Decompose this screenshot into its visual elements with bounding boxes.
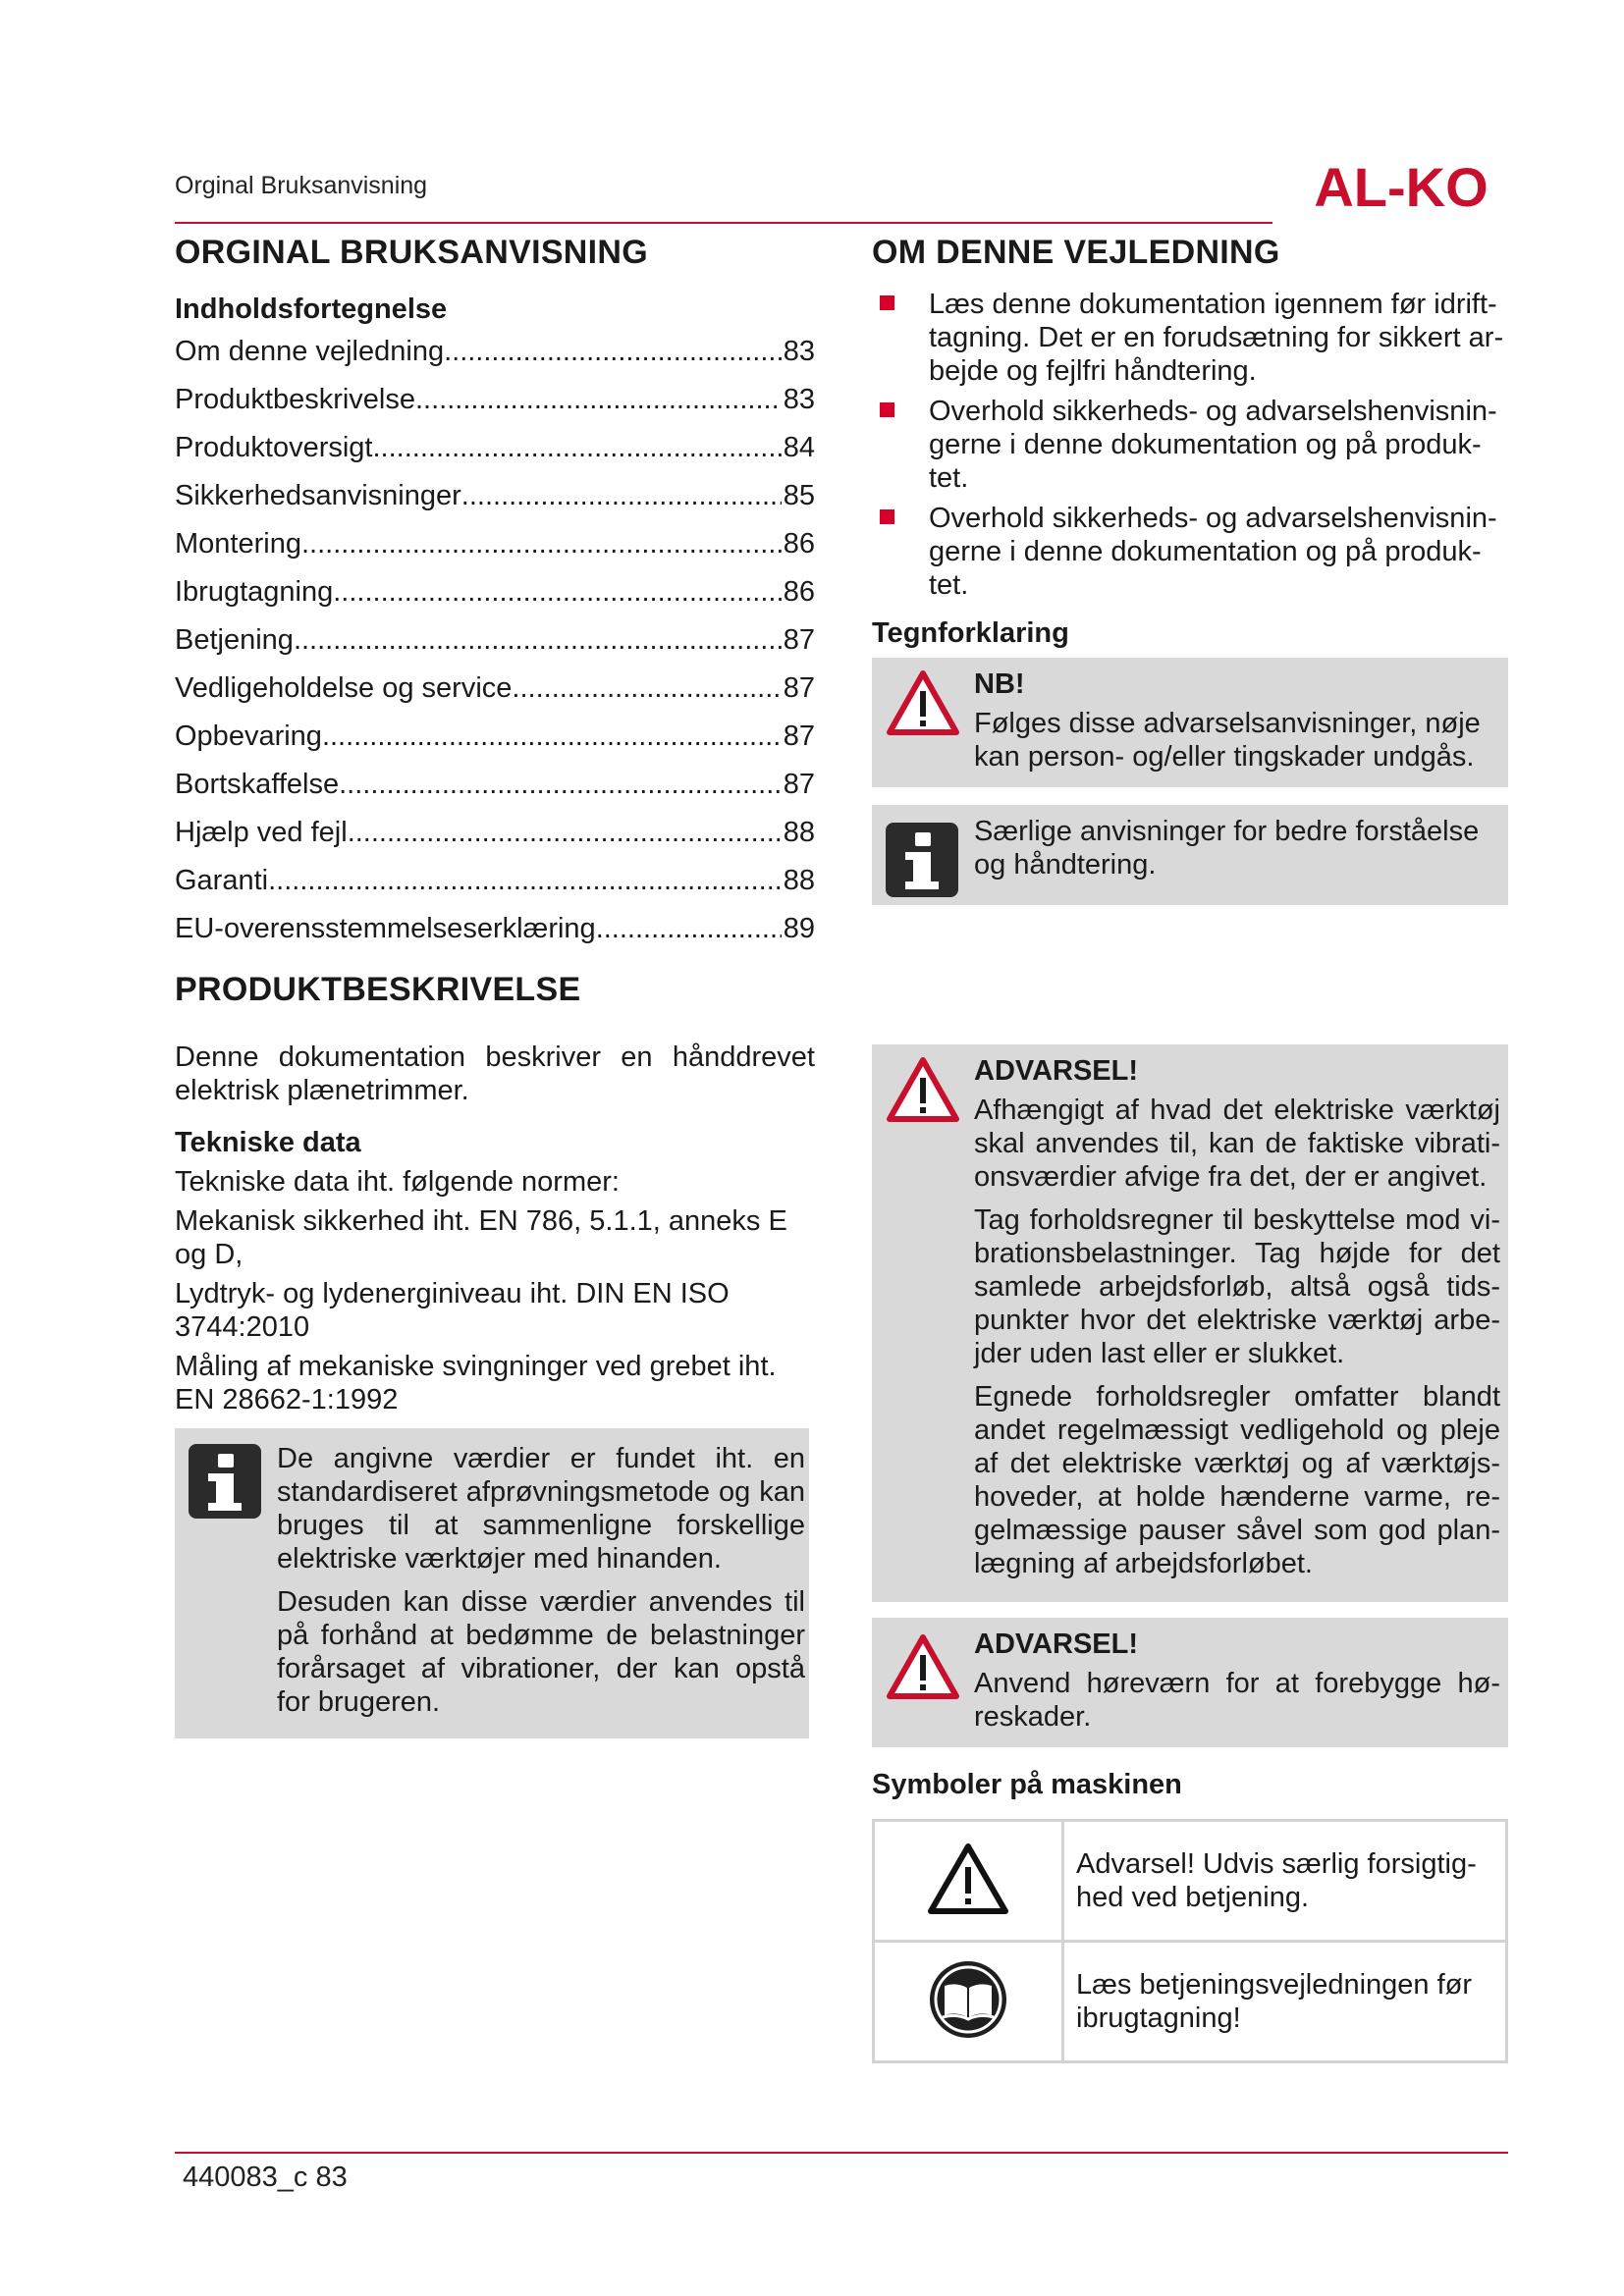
toc-page: 83 (783, 384, 815, 415)
toc-page: 89 (783, 913, 815, 944)
toc-page: 87 (783, 624, 815, 656)
warning-triangle-icon (886, 669, 960, 743)
toc-page: 87 (783, 672, 815, 704)
toc-leader (339, 768, 782, 801)
read-manual-icon (927, 1958, 1009, 2041)
bullet-item (872, 288, 1508, 388)
info-paragraph: De angivne værdier er fundet iht. en standardiseret afprøvningsmetode og kan bruges til at sammenligne forskellige elektriske værktøjer med hinanden. (277, 1443, 805, 1575)
bullet-square-icon (880, 402, 894, 417)
info-box-legend (872, 805, 1508, 905)
toc-heading: Indholdsfortegnelse (175, 294, 448, 325)
section-title-product: PRODUKTBESKRIVELSE (175, 971, 581, 1008)
nb-box (872, 658, 1508, 787)
table-of-contents (175, 320, 815, 945)
toc-entry (175, 609, 815, 657)
warning-box-vibration (872, 1044, 1508, 1602)
toc-label: EU-overensstemmelseserklæring (175, 913, 596, 944)
tech-data-line: Tekniske data iht. følgende normer: (175, 1166, 620, 1198)
tech-data-line: Lydtryk- og lydenerginiveau iht. DIN EN ISO 3744:2010 (175, 1278, 730, 1343)
warning-triangle-icon (886, 1056, 960, 1130)
toc-page: 87 (783, 721, 815, 752)
section-title-about: OM DENNE VEJLEDNING (872, 234, 1280, 271)
toc-entry (175, 849, 815, 897)
table-row (874, 1942, 1507, 2062)
tech-data-line: Mekanisk sikkerhed iht. EN 786, 5.1.1, anneks E og D, (175, 1205, 787, 1270)
toc-entry (175, 897, 815, 945)
nb-text: Følges disse advarselsanvisninger, nøje kan person- og/eller tingskader undgås. (974, 708, 1481, 773)
bullet-item (872, 502, 1508, 602)
toc-entry (175, 512, 815, 561)
right-column (872, 232, 1508, 2063)
bullet-square-icon (880, 509, 894, 524)
product-description: Denne dokumentation beskriver en hånddrevet elektrisk plænetrimmer. (175, 1041, 815, 1106)
toc-page: 87 (783, 769, 815, 800)
toc-page: 84 (783, 432, 815, 463)
bullet-text: Overhold sikkerheds- og advarselshenvisnin-gerne i denne dokumentation og på produk-tet. (929, 396, 1497, 494)
warning-text (974, 1094, 1500, 1580)
symbols-table (872, 1819, 1508, 2063)
info-icon (886, 823, 958, 902)
warning-triangle-icon (886, 1633, 960, 1707)
warning-title: ADVARSEL! (974, 1055, 1139, 1087)
tech-data-heading: Tekniske data (175, 1127, 361, 1158)
header-title: Orginal Bruksanvisning (175, 172, 428, 199)
toc-label: Hjælp ved fejl (175, 817, 348, 848)
symbol-text: Læs betjeningsvejledningen før ibrugtagning! (1063, 1942, 1507, 2062)
toc-leader (373, 431, 782, 464)
warning-paragraph: Egnede forholdsregler omfatter blandt andet regelmæssigt vedligehold og pleje af det elektriske værktøj og af værktøjs-hoveder, at holde hænderne varme, re-gelmæssige pauser såvel som god plan-lægning af arbejdsforløbet. (974, 1381, 1500, 1579)
warning-text: Anvend høreværn for at forebygge hø-reskader. (974, 1668, 1500, 1733)
logo-text: AL-KO (1314, 157, 1489, 216)
alko-logo (1294, 157, 1508, 216)
toc-leader (294, 623, 782, 657)
about-bullets (872, 288, 1508, 602)
toc-leader (512, 671, 781, 705)
table-row (874, 1821, 1507, 1942)
bullet-item (872, 395, 1508, 495)
toc-entry (175, 368, 815, 416)
warning-triangle-icon (926, 1842, 1010, 1916)
toc-leader (461, 479, 782, 512)
toc-page: 88 (783, 865, 815, 896)
tech-data-list (175, 1165, 815, 1416)
warning-box-hearing (872, 1618, 1508, 1747)
toc-entry (175, 801, 815, 849)
toc-label: Montering (175, 528, 301, 560)
toc-leader (415, 383, 782, 416)
header-rule (175, 222, 1272, 224)
toc-entry (175, 561, 815, 609)
toc-label: Betjening (175, 624, 294, 656)
toc-leader (596, 912, 782, 945)
toc-leader (268, 864, 782, 897)
bullet-text: Overhold sikkerheds- og advarselshenvisnin-gerne i denne dokumentation og på produk-tet. (929, 503, 1497, 601)
toc-label: Garanti (175, 865, 269, 896)
toc-page: 85 (783, 480, 815, 511)
symbol-cell (874, 1821, 1063, 1942)
symbols-heading: Symboler på maskinen (872, 1769, 1182, 1800)
toc-label: Opbevaring (175, 721, 322, 752)
symbol-text: Advarsel! Udvis særlig forsigtig-hed ved betjening. (1063, 1821, 1507, 1942)
toc-entry (175, 705, 815, 753)
toc-label: Bortskaffelse (175, 769, 340, 800)
legend-heading: Tegnforklaring (872, 617, 1069, 649)
toc-leader (444, 335, 782, 368)
toc-leader (348, 816, 782, 849)
info-paragraph: Desuden kan disse værdier anvendes til på forhånd at bedømme de belastninger forårsaget af vibrationer, der kan opstå for brugeren. (277, 1586, 805, 1718)
warning-paragraph: Tag forholdsregner til beskyttelse mod vi-brationsbelastninger. Tag højde for det samlede arbejdsforløb, altså også tids-punkter hvor det elektriske værktøj arbe-jder uden last eller er slukket. (974, 1204, 1500, 1369)
toc-page: 86 (783, 576, 815, 608)
warning-title: ADVARSEL! (974, 1629, 1139, 1660)
toc-page: 88 (783, 817, 815, 848)
info-box-text (277, 1442, 805, 1719)
toc-label: Sikkerhedsanvisninger (175, 480, 461, 511)
toc-entry (175, 464, 815, 512)
footer-rule (175, 2152, 1508, 2154)
toc-label: Ibrugtagning (175, 576, 334, 608)
nb-title: NB! (974, 668, 1025, 700)
bullet-text: Læs denne dokumentation igennem før idrift-tagning. Det er en forudsætning for sikkert ar-bejde og fejlfri håndtering. (929, 289, 1504, 387)
info-box-vibration (175, 1428, 809, 1738)
toc-leader (322, 720, 782, 753)
info-legend-text: Særlige anvisninger for bedre forståelse og håndtering. (974, 816, 1480, 881)
info-icon (189, 1444, 261, 1523)
toc-label: Produktoversigt (175, 432, 373, 463)
tech-data-line: Måling af mekaniske svingninger ved grebet iht. EN 28662-1:1992 (175, 1351, 777, 1415)
toc-label: Produktbeskrivelse (175, 384, 415, 415)
toc-entry (175, 320, 815, 368)
bullet-square-icon (880, 295, 894, 310)
footer-doc-ref: 440083_c 83 (183, 2162, 348, 2193)
left-column (175, 232, 815, 1738)
toc-entry (175, 753, 815, 801)
warning-paragraph: Afhængigt af hvad det elektriske værktøj skal anvendes til, kan de faktiske vibrati-onsværdier afvige fra det, der er angivet. (974, 1095, 1500, 1193)
symbol-cell (874, 1942, 1063, 2062)
toc-entry (175, 416, 815, 464)
toc-label: Om denne vejledning (175, 336, 445, 367)
toc-leader (333, 575, 781, 609)
section-title-main: ORGINAL BRUKSANVISNING (175, 234, 649, 271)
toc-entry (175, 657, 815, 705)
toc-leader (301, 527, 782, 561)
toc-page: 83 (783, 336, 815, 367)
toc-label: Vedligeholdelse og service (175, 672, 513, 704)
toc-page: 86 (783, 528, 815, 560)
